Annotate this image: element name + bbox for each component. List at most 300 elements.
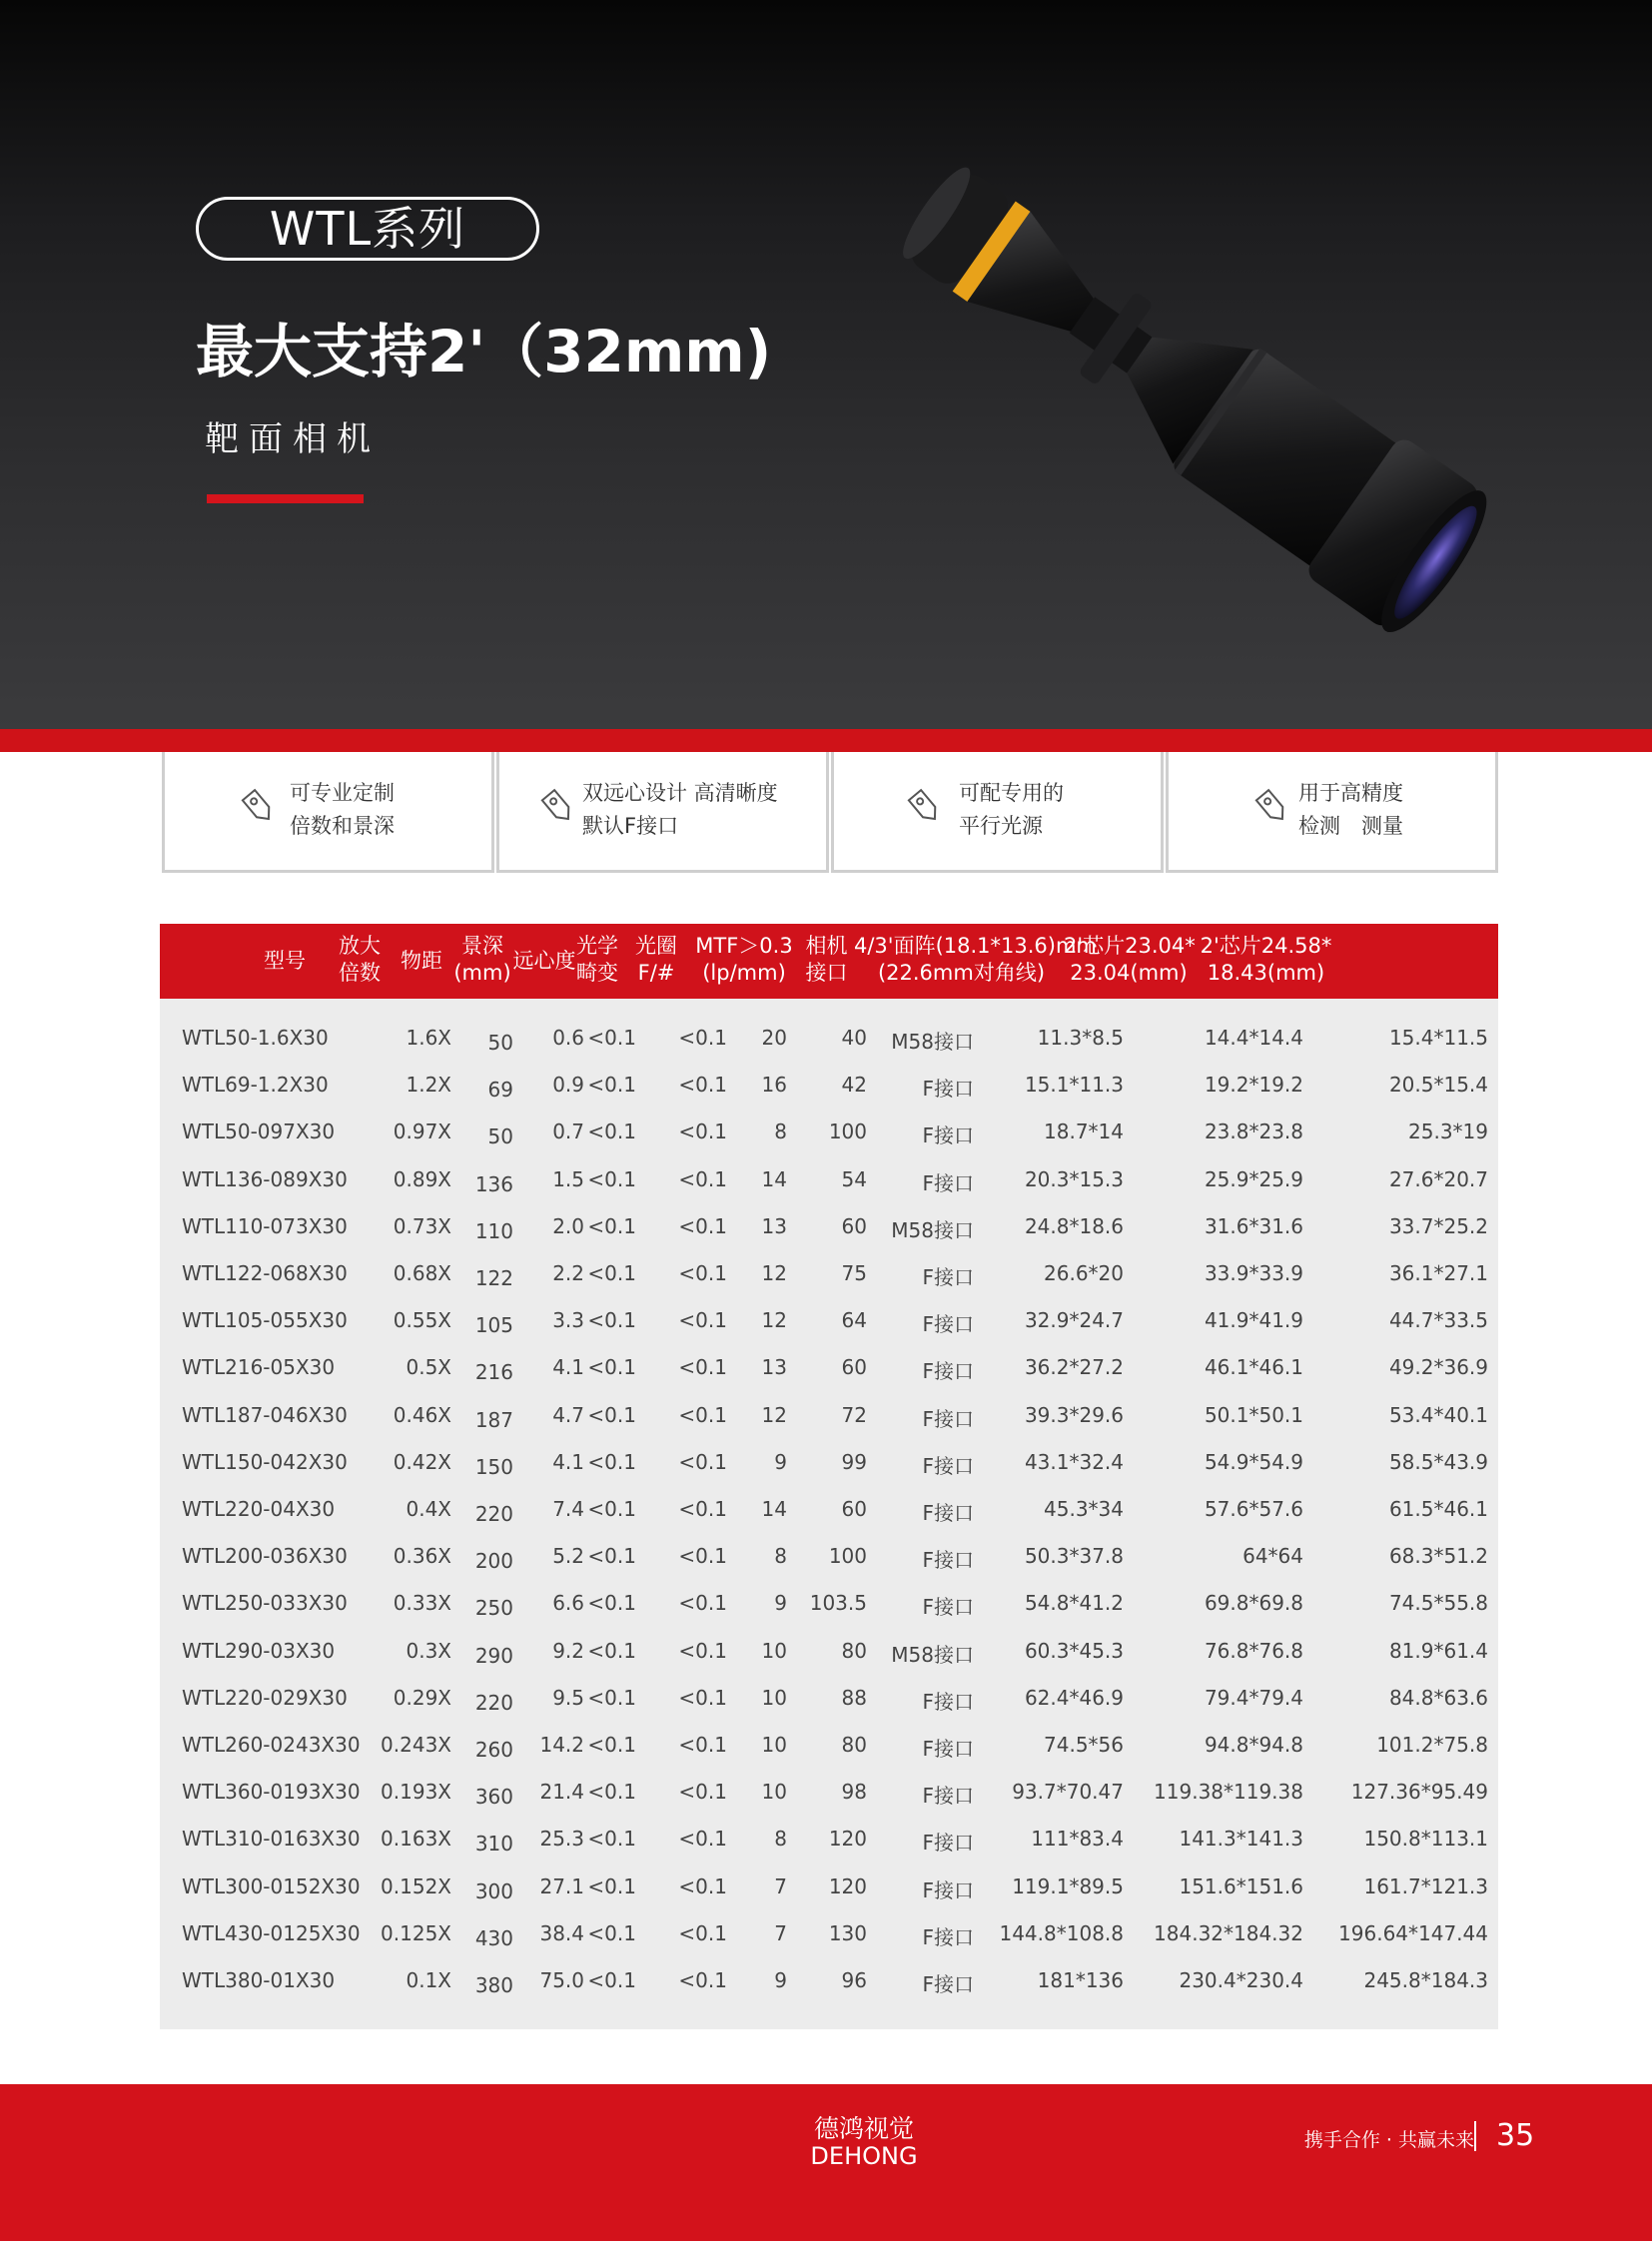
column-header [621,933,691,987]
table-cell: 50 [487,1124,513,1149]
table-cell: 42 [841,1073,867,1098]
table-cell: 64*64 [1242,1544,1303,1569]
column-header [392,948,451,975]
table-cell: <0.1 [587,1638,636,1663]
column-header-line: 相机 [805,934,848,958]
table-cell: 290 [474,1643,513,1668]
table-row [160,1544,1498,1574]
table-cell: 8 [774,1827,787,1852]
table-cell: <0.1 [587,1827,636,1852]
table-cell: 0.73X [393,1213,451,1238]
model-cell: WTL136-089X30 [182,1166,348,1191]
table-cell: <0.1 [587,1873,636,1898]
table-cell: 10 [761,1733,787,1757]
model-cell: WTL220-029X30 [182,1685,348,1710]
model-cell: WTL290-03X30 [182,1638,336,1663]
table-cell: <0.1 [678,1261,727,1285]
table-cell: <0.1 [587,1355,636,1380]
table-cell: 8 [774,1120,787,1144]
table-cell: 60 [841,1497,867,1521]
table-cell: 75.0 [539,1968,584,1992]
column-header-line: 4/3'面阵(18.1*13.6)mm [854,934,1097,958]
table-cell: F接口 [922,1877,974,1902]
column-header-line: 2'芯片23.04* [1064,934,1196,958]
table-cell: 141.3*141.3 [1179,1827,1303,1852]
table-cell: F接口 [922,1784,974,1809]
page-headline: 最大支持2'（32mm) [196,318,772,385]
feature-strip [162,752,1498,873]
table-cell: <0.1 [587,1402,636,1427]
series-badge: WTL系列 [196,197,539,261]
table-cell: 14.4*14.4 [1204,1026,1303,1050]
table-cell: 8 [774,1544,787,1569]
table-cell: F接口 [922,1972,974,1996]
table-cell: <0.1 [678,1780,727,1805]
table-cell: 100 [828,1544,867,1569]
model-cell: WTL200-036X30 [182,1544,348,1569]
column-header-line: 2'芯片24.58* [1200,934,1332,958]
table-row [160,1214,1498,1244]
table-cell: 7 [774,1920,787,1945]
table-cell: 13 [761,1355,787,1380]
table-cell: <0.1 [587,1449,636,1474]
table-cell: 0.125X [381,1920,451,1945]
table-cell: 0.33X [393,1591,451,1616]
column-header-line: 物距 [401,949,442,973]
table-cell: <0.1 [678,1638,727,1663]
table-row [160,1686,1498,1716]
table-cell: <0.1 [587,1968,636,1992]
table-cell: <0.1 [587,1920,636,1945]
table-cell: 5.2 [552,1544,584,1569]
model-cell: WTL300-0152X30 [182,1873,361,1898]
table-cell: 130 [828,1920,867,1945]
table-cell: F接口 [922,1265,974,1289]
table-cell: <0.1 [587,1544,636,1569]
table-cell: 10 [761,1780,787,1805]
model-cell: WTL50-1.6X30 [182,1026,329,1050]
column-header [854,933,1097,987]
table-cell: 75 [841,1261,867,1285]
table-cell: 69.8*69.8 [1204,1591,1303,1616]
table-cell: M58接口 [891,1642,974,1667]
table-cell: 14 [761,1497,787,1521]
table-cell: 32.9*24.7 [1024,1308,1124,1333]
model-cell: WTL110-073X30 [182,1213,348,1238]
table-cell: 9 [774,1449,787,1474]
feature-card [496,752,829,873]
table-cell: 14 [761,1166,787,1191]
table-cell: 0.97X [393,1120,451,1144]
table-cell: <0.1 [678,1355,727,1380]
table-cell: 43.1*32.4 [1024,1449,1124,1474]
footer-divider [1474,2121,1476,2151]
table-cell: 23.8*23.8 [1204,1120,1303,1144]
table-cell: 25.3 [539,1827,584,1852]
table-cell: <0.1 [678,1073,727,1098]
table-cell: 15.1*11.3 [1024,1073,1124,1098]
table-cell: 25.9*25.9 [1204,1166,1303,1191]
table-cell: 196.64*147.44 [1338,1920,1488,1945]
column-header-line: 景深 [461,934,503,958]
table-cell: 430 [474,1925,513,1950]
table-cell: <0.1 [678,1213,727,1238]
table-cell: 10 [761,1685,787,1710]
feature-card [162,752,494,873]
model-cell: WTL430-0125X30 [182,1920,361,1945]
table-cell: 93.7*70.47 [1012,1780,1124,1805]
table-cell: <0.1 [587,1591,636,1616]
page-subline: 靶面相机 [205,419,381,459]
column-header-line: 光学 [576,934,618,958]
spec-table [160,924,1498,2029]
model-cell: WTL360-0193X30 [182,1780,361,1805]
table-row [160,1308,1498,1338]
column-header-line: 接口 [805,961,848,985]
table-cell: F接口 [922,1924,974,1949]
table-row [160,1403,1498,1433]
column-header [452,933,512,987]
table-cell: <0.1 [587,1780,636,1805]
hero-banner [0,0,1652,729]
red-divider-band [0,729,1652,752]
table-row [160,1261,1498,1291]
table-row [160,1591,1498,1621]
footer-slogan: 携手合作 · 共赢未来 [1303,2129,1474,2151]
table-row [160,1827,1498,1857]
table-cell: 40 [841,1026,867,1050]
table-header [160,924,1498,999]
table-cell: 26.6*20 [1044,1261,1124,1285]
table-cell: <0.1 [587,1073,636,1098]
table-cell: <0.1 [678,1827,727,1852]
table-cell: 61.5*46.1 [1388,1497,1488,1521]
model-cell: WTL260-0243X30 [182,1733,361,1757]
table-row [160,1733,1498,1763]
feature-line-1: 双远心设计 高清晰度 [582,781,778,805]
table-cell: F接口 [922,1453,974,1478]
table-cell: 100 [828,1120,867,1144]
accent-bar [207,494,364,503]
table-cell: 0.4X [406,1497,451,1521]
column-header-line: (22.6mm对角线) [877,961,1046,985]
table-cell: F接口 [922,1831,974,1856]
table-cell: 380 [474,1973,513,1997]
table-cell: 0.3X [406,1638,451,1663]
table-cell: 96 [841,1968,867,1992]
table-cell: 57.6*57.6 [1204,1497,1303,1521]
model-cell: WTL216-05X30 [182,1355,336,1380]
tag-icon [238,784,278,828]
table-cell: 300 [474,1878,513,1903]
table-cell: 79.4*79.4 [1204,1685,1303,1710]
table-cell: <0.1 [678,1497,727,1521]
table-cell: F接口 [922,1170,974,1195]
table-cell: <0.1 [678,1920,727,1945]
table-cell: 74.5*55.8 [1388,1591,1488,1616]
feature-line-2: 默认F接口 [582,814,679,838]
table-cell: 69 [487,1078,513,1103]
table-cell: 60 [841,1355,867,1380]
table-cell: 50.3*37.8 [1024,1544,1124,1569]
table-cell: F接口 [922,1406,974,1431]
table-cell: 24.8*18.6 [1024,1213,1124,1238]
table-cell: 36.2*27.2 [1024,1355,1124,1380]
table-cell: F接口 [922,1689,974,1714]
table-row [160,1921,1498,1951]
table-cell: 9 [774,1968,787,1992]
column-header [689,933,799,987]
table-cell: 187 [474,1407,513,1432]
table-cell: 88 [841,1685,867,1710]
table-cell: 60.3*45.3 [1024,1638,1124,1663]
table-cell: 81.9*61.4 [1388,1638,1488,1663]
table-cell: 0.5X [406,1355,451,1380]
column-header [320,933,400,987]
column-header-line: MTF＞0.3 [695,934,793,958]
table-cell: 33.7*25.2 [1388,1213,1488,1238]
table-cell: <0.1 [678,1402,727,1427]
column-header-line: 畸变 [576,961,618,985]
table-cell: 20 [761,1026,787,1050]
table-cell: 14.2 [539,1733,584,1757]
table-cell: <0.1 [678,1449,727,1474]
table-cell: <0.1 [678,1166,727,1191]
table-cell: <0.1 [587,1308,636,1333]
table-cell: 310 [474,1832,513,1857]
table-cell: 12 [761,1402,787,1427]
column-header-line: 放大 [339,934,381,958]
table-cell: 2.2 [552,1261,584,1285]
table-cell: 20.3*15.3 [1024,1166,1124,1191]
table-cell: 1.6X [406,1026,451,1050]
feature-card [1166,752,1498,873]
table-cell: 0.1X [406,1968,451,1992]
table-cell: 27.1 [539,1873,584,1898]
table-cell: 0.55X [393,1308,451,1333]
table-cell: 127.36*95.49 [1350,1780,1488,1805]
table-cell: 54.8*41.2 [1024,1591,1124,1616]
page-number: 35 [1496,2118,1535,2153]
table-row [160,1167,1498,1197]
table-cell: 0.46X [393,1402,451,1427]
column-header-line: 倍数 [339,961,381,985]
table-cell: 0.163X [381,1827,451,1852]
table-cell: 103.5 [809,1591,867,1616]
table-cell: 101.2*75.8 [1376,1733,1488,1757]
table-cell: 94.8*94.8 [1204,1733,1303,1757]
table-cell: 150 [474,1454,513,1479]
table-cell: F接口 [922,1548,974,1573]
table-cell: 2.0 [552,1213,584,1238]
table-cell: 184.32*184.32 [1154,1920,1303,1945]
table-cell: 12 [761,1261,787,1285]
table-cell: F接口 [922,1595,974,1620]
table-cell: <0.1 [587,1497,636,1521]
table-cell: 15.4*11.5 [1388,1026,1488,1050]
model-cell: WTL105-055X30 [182,1308,348,1333]
table-cell: 0.7 [552,1120,584,1144]
table-cell: 111*83.4 [1031,1827,1124,1852]
column-header-line: 18.43(mm) [1207,961,1325,985]
model-cell: WTL50-097X30 [182,1120,336,1144]
table-cell: 9 [774,1591,787,1616]
feature-card [831,752,1164,873]
table-cell: 99 [841,1449,867,1474]
table-cell: 60 [841,1213,867,1238]
table-cell: 119.38*119.38 [1154,1780,1303,1805]
table-cell: 200 [474,1549,513,1574]
table-row [160,1874,1498,1904]
telecentric-lens-image [859,130,1518,649]
column-header-line: 型号 [264,949,306,973]
table-row [160,1639,1498,1669]
table-cell: 220 [474,1502,513,1526]
table-cell: 6.6 [552,1591,584,1616]
table-cell: 0.36X [393,1544,451,1569]
table-cell: <0.1 [587,1213,636,1238]
table-row [160,1026,1498,1056]
table-cell: 18.7*14 [1044,1120,1124,1144]
table-cell: 50 [487,1031,513,1055]
column-header-line: 远心度 [512,949,576,973]
table-cell: 38.4 [539,1920,584,1945]
table-cell: 0.89X [393,1166,451,1191]
table-cell: 10 [761,1638,787,1663]
table-cell: 76.8*76.8 [1204,1638,1303,1663]
table-cell: 9.5 [552,1685,584,1710]
table-cell: <0.1 [587,1026,636,1050]
table-cell: 230.4*230.4 [1179,1968,1303,1992]
model-cell: WTL310-0163X30 [182,1827,361,1852]
table-cell: <0.1 [678,1544,727,1569]
table-cell: 16 [761,1073,787,1098]
table-cell: <0.1 [587,1733,636,1757]
table-cell: 245.8*184.3 [1363,1968,1488,1992]
table-cell: 84.8*63.6 [1388,1685,1488,1710]
table-cell: 4.1 [552,1449,584,1474]
feature-line-2: 平行光源 [959,814,1043,838]
column-header [572,933,622,987]
table-cell: 33.9*33.9 [1204,1261,1303,1285]
column-header-line: (mm) [453,961,511,985]
table-cell: 58.5*43.9 [1388,1449,1488,1474]
table-cell: <0.1 [587,1120,636,1144]
table-cell: 150.8*113.1 [1363,1827,1488,1852]
table-cell: 64 [841,1308,867,1333]
table-cell: F接口 [922,1312,974,1337]
brand-name-en: DEHONG [810,2142,918,2170]
table-cell: 45.3*34 [1044,1497,1124,1521]
table-cell: 181*136 [1037,1968,1124,1992]
column-header [1199,933,1333,987]
tag-icon [537,784,577,828]
table-cell: F接口 [922,1359,974,1384]
table-cell: 98 [841,1780,867,1805]
table-cell: 7.4 [552,1497,584,1521]
table-cell: <0.1 [587,1166,636,1191]
table-cell: 68.3*51.2 [1388,1544,1488,1569]
table-row [160,1497,1498,1527]
table-cell: 0.68X [393,1261,451,1285]
tag-icon [904,784,944,828]
table-cell: 0.42X [393,1449,451,1474]
table-cell: 13 [761,1213,787,1238]
table-cell: 62.4*46.9 [1024,1685,1124,1710]
table-cell: M58接口 [891,1217,974,1242]
column-header-line: 23.04(mm) [1070,961,1188,985]
column-header-line: (lp/mm) [702,961,786,985]
column-header-line: 光圈 [635,934,677,958]
table-cell: 1.2X [406,1073,451,1098]
table-cell: 54 [841,1166,867,1191]
feature-line-2: 倍数和景深 [290,814,395,838]
table-cell: <0.1 [678,1120,727,1144]
table-row [160,1073,1498,1103]
table-cell: 122 [474,1266,513,1290]
model-cell: WTL150-042X30 [182,1449,348,1474]
table-cell: 80 [841,1638,867,1663]
table-row [160,1120,1498,1149]
feature-line-1: 可专业定制 [290,781,395,805]
table-cell: 4.1 [552,1355,584,1380]
table-cell: 44.7*33.5 [1388,1308,1488,1333]
table-cell: 161.7*121.3 [1363,1873,1488,1898]
table-cell: <0.1 [587,1685,636,1710]
table-cell: 0.152X [381,1873,451,1898]
table-cell: 19.2*19.2 [1204,1073,1303,1098]
table-cell: 0.9 [552,1073,584,1098]
table-cell: 53.4*40.1 [1388,1402,1488,1427]
table-cell: 39.3*29.6 [1024,1402,1124,1427]
table-cell: <0.1 [678,1873,727,1898]
tag-icon [1251,784,1291,828]
table-cell: <0.1 [678,1026,727,1050]
column-header [240,948,330,975]
table-cell: 3.3 [552,1308,584,1333]
table-cell: 49.2*36.9 [1388,1355,1488,1380]
column-header-line: F/# [637,961,675,985]
table-cell: 216 [474,1360,513,1385]
model-cell: WTL187-046X30 [182,1402,348,1427]
table-cell: 50.1*50.1 [1204,1402,1303,1427]
feature-line-1: 用于高精度 [1298,781,1403,805]
table-cell: 120 [828,1827,867,1852]
table-cell: 7 [774,1873,787,1898]
table-cell: <0.1 [678,1591,727,1616]
table-cell: 0.193X [381,1780,451,1805]
table-cell: 110 [474,1218,513,1243]
table-cell: <0.1 [678,1968,727,1992]
table-row [160,1355,1498,1385]
table-cell: 72 [841,1402,867,1427]
table-cell: F接口 [922,1737,974,1761]
table-cell: F接口 [922,1077,974,1102]
table-cell: 31.6*31.6 [1204,1213,1303,1238]
table-cell: 27.6*20.7 [1388,1166,1488,1191]
table-row [160,1968,1498,1998]
table-cell: 0.6 [552,1026,584,1050]
table-cell: F接口 [922,1501,974,1525]
table-cell: 54.9*54.9 [1204,1449,1303,1474]
table-cell: 250 [474,1596,513,1621]
table-cell: 11.3*8.5 [1037,1026,1124,1050]
table-cell: 0.29X [393,1685,451,1710]
table-cell: 41.9*41.9 [1204,1308,1303,1333]
table-cell: 80 [841,1733,867,1757]
column-header [1064,933,1194,987]
table-cell: 360 [474,1785,513,1810]
